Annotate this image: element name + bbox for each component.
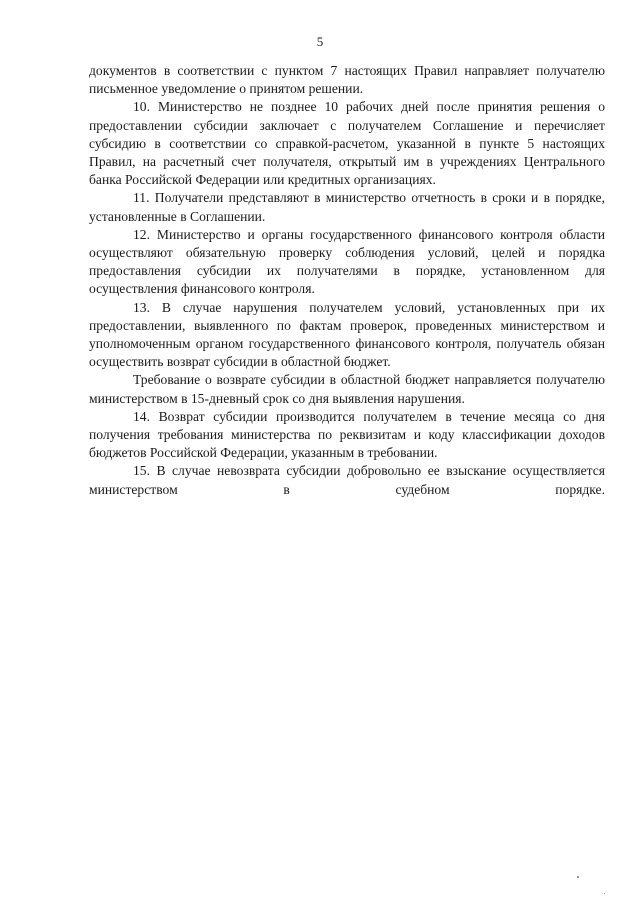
paragraph-item-13: 13. В случае нарушения получателем условий, установленных при их предоставлении, выявленного по фактам проверок, проведенных министерством и уполномоченным органом государственного финансового контроля, получатель обязан осуществить возврат субсидии в областной бюджет. xyxy=(89,299,605,370)
document-body xyxy=(89,62,605,499)
paragraph-continuation: документов в соответствии с пунктом 7 настоящих Правил направляет получателю письменное уведомление о принятом решении. xyxy=(89,63,605,97)
paragraph-item-14: 14. Возврат субсидии производится получателем в течение месяца со дня получения требования министерства по реквизитам и коду классификации доходов бюджетов Российской Федерации, указанным в требовании. xyxy=(89,408,605,461)
paragraph-refund-demand: Требование о возврате субсидии в областной бюджет направляется получателю министерством в 15-дневный срок со дня выявления нарушения. xyxy=(89,372,605,406)
paragraph-item-10: 10. Министерство не позднее 10 рабочих дней после принятия решения о предоставлении субсидии заключает с получателем Соглашение и перечисляет субсидию в соответствии со справкой-расчетом, указанной в пункте 5 настоящих Правил, на расчетный счет получателя, открытый им в учреждениях Центрального банка Российской Федерации или кредитных организациях. xyxy=(89,99,605,188)
paragraph-item-15: 15. В случае невозврата субсидии добровольно ее взыскание осуществляется министерством в судебном порядке. xyxy=(89,463,605,497)
paragraph-item-12: 12. Министерство и органы государственного финансового контроля области осуществляют обязательную проверку соблюдения условий, целей и порядка предоставления субсидии их получателями в порядке, установленном для осуществления финансового контроля. xyxy=(89,226,605,297)
paragraph-item-11: 11. Получатели представляют в министерство отчетность в сроки и в порядке, установленные в Соглашении. xyxy=(89,190,605,224)
scan-speck xyxy=(604,893,605,894)
page-number: 5 xyxy=(316,34,324,49)
scan-speck xyxy=(577,876,579,878)
